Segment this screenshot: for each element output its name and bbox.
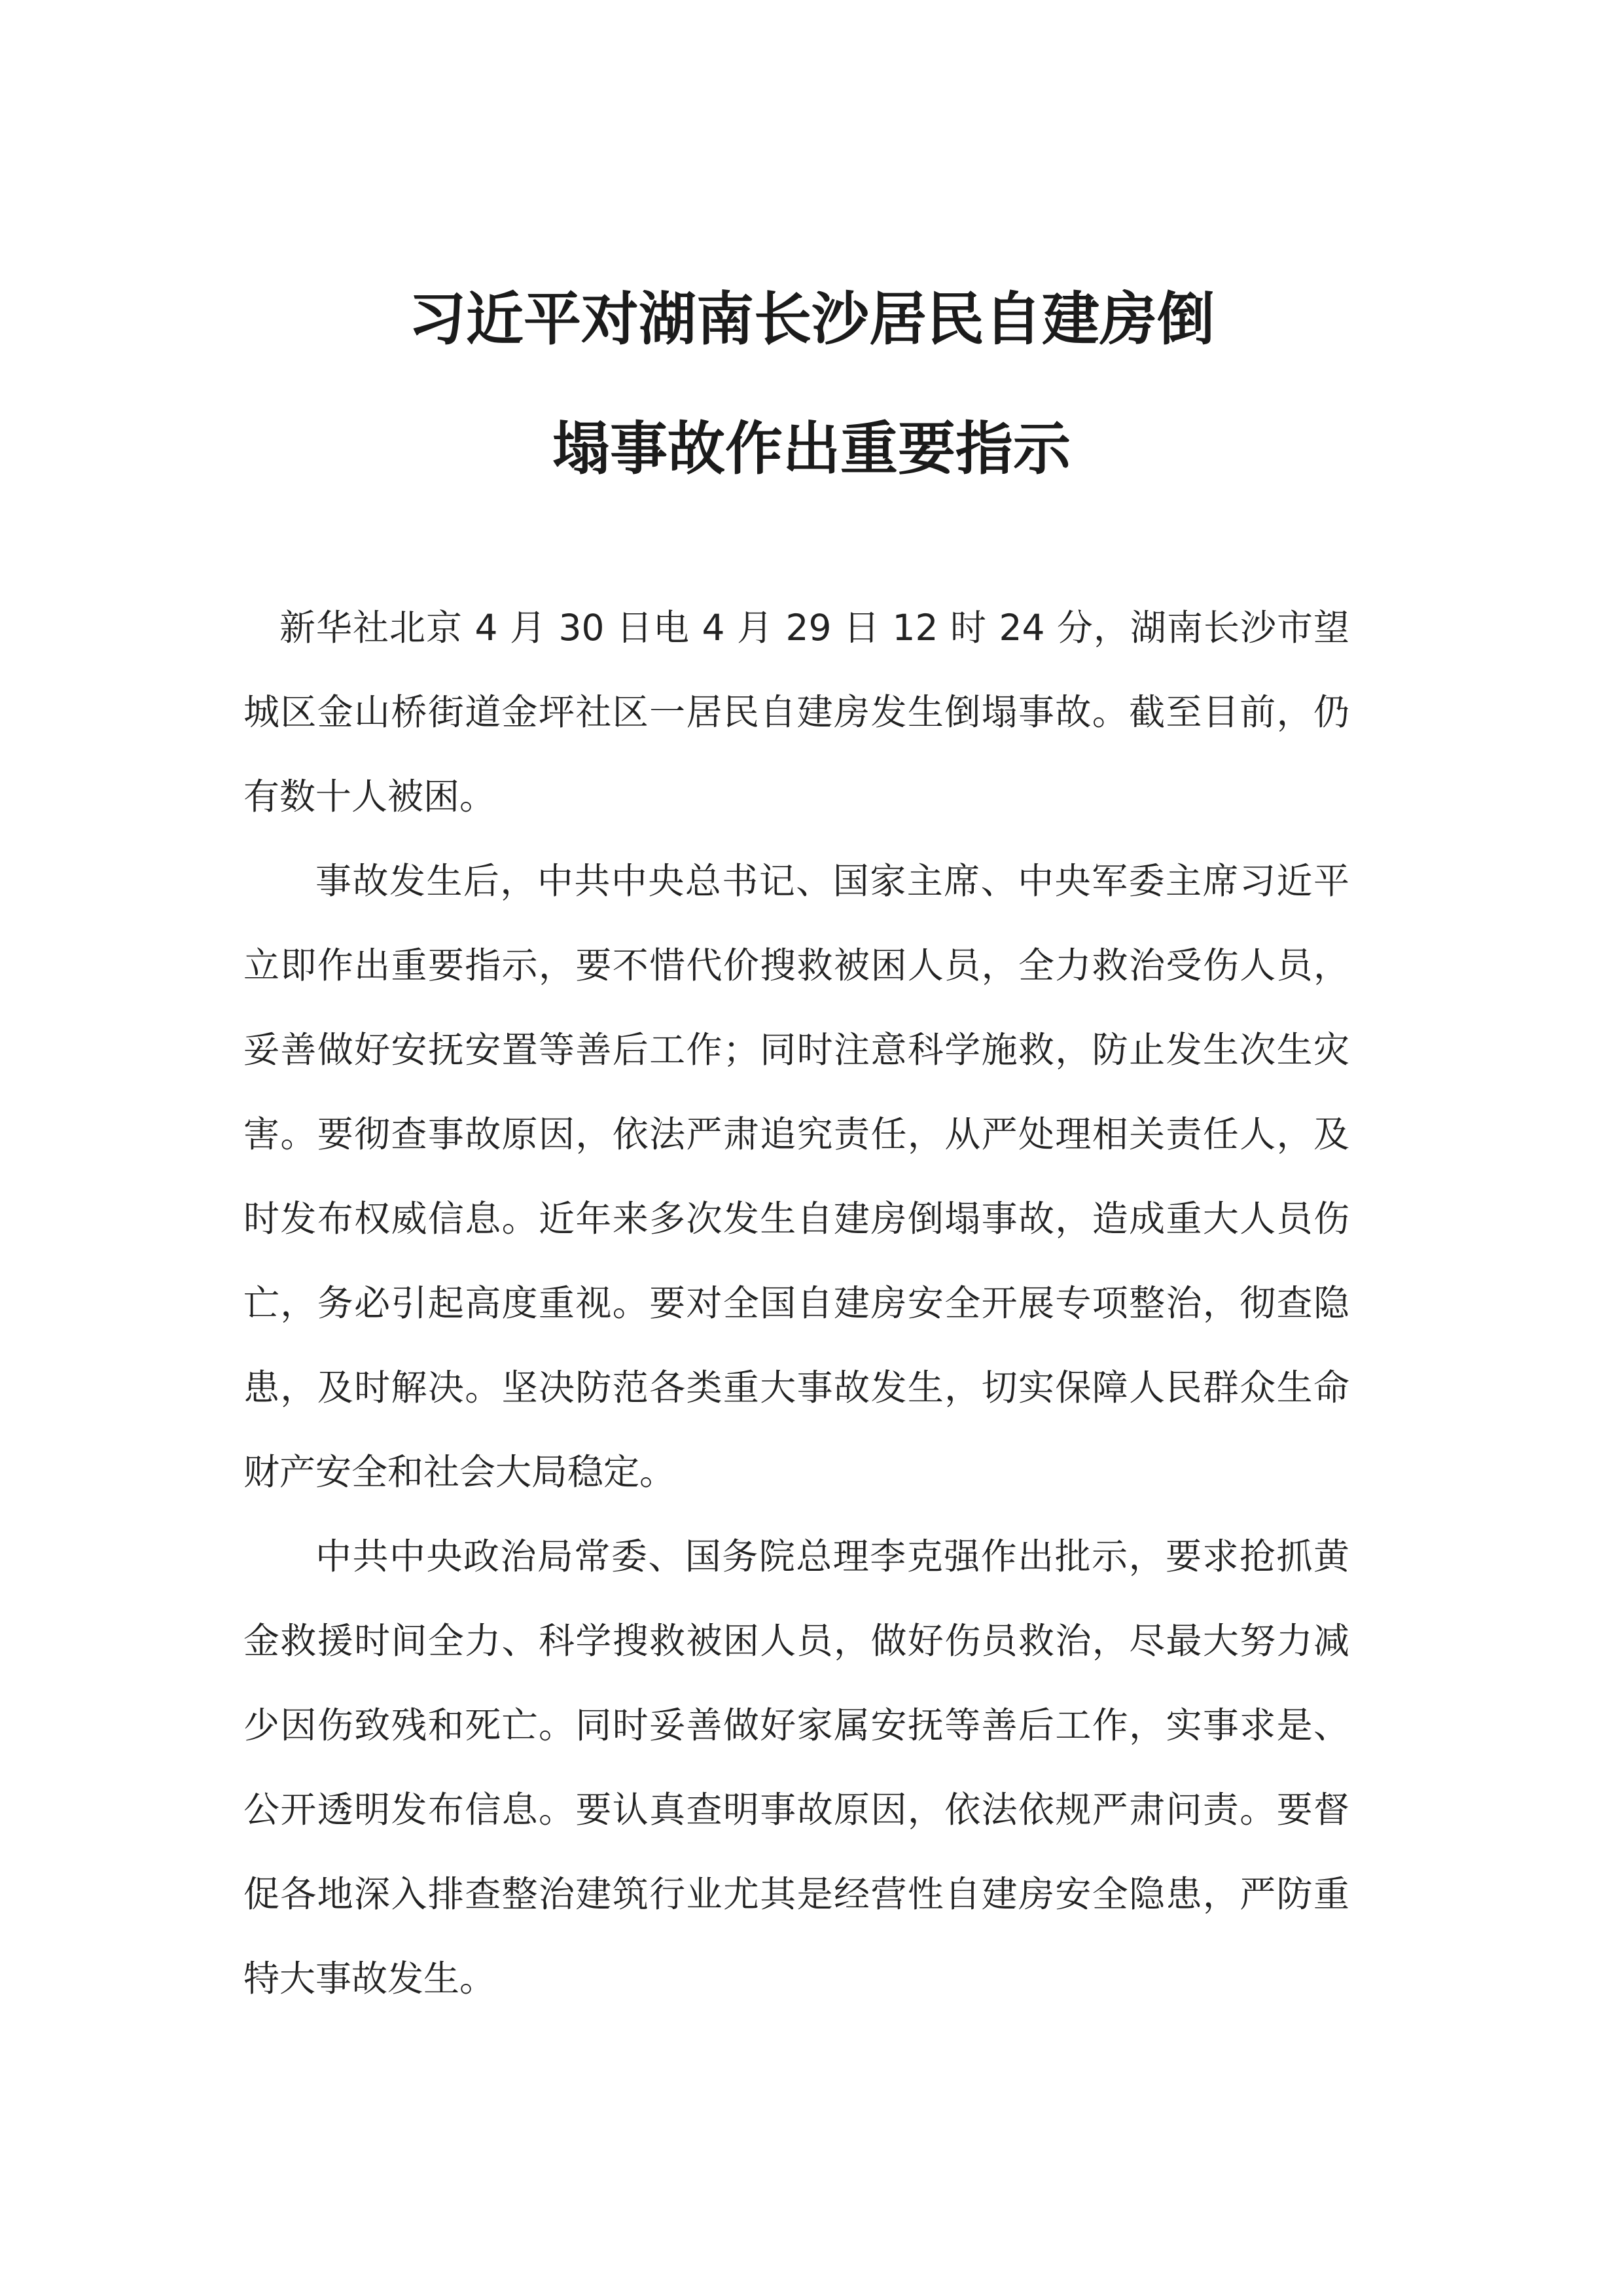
title-line-2: 塌事故作出重要指示 bbox=[552, 414, 1071, 482]
title-line-1: 习近平对湖南长沙居民自建房倒 bbox=[408, 285, 1215, 353]
paragraph-2: 事故发生后，中共中央总书记、国家主席、中央军委主席习近平立即作出重要指示，要不惜代价搜救被困人员，全力救治受伤人员，妥善做好安抚安置等善后工作；同时注意科学施救，防止发生次生灾害。要彻查事故原因，依法严肃追究责任，从严处理相关责任人，及时发布权威信息。近年来多次发生自建房倒塌事故，造成重大人员伤亡，务必引起高度重视。要对全国自建房安全开展专项整治，彻查隐患，及时解决。坚决防范各类重大事故发生，切实保障人民群众生命财产安全和社会大局稳定。 bbox=[243, 860, 1349, 1493]
document-title bbox=[249, 255, 1374, 514]
paragraph-3: 中共中央政治局常委、国务院总理李克强作出批示，要求抢抓黄金救援时间全力、科学搜救被困人员，做好伤员救治，尽最大努力减少因伤致残和死亡。同时妥善做好家属安抚等善后工作，实事求是、公开透明发布信息。要认真查明事故原因，依法依规严肃问责。要督促各地深入排查整治建筑行业尤其是经营性自建房安全隐患，严防重特大事故发生。 bbox=[243, 1535, 1349, 2000]
paragraph-1: 新华社北京 4 月 30 日电 4 月 29 日 12 时 24 分，湖南长沙市望城区金山桥街道金坪社区一居民自建房发生倒塌事故。截至目前，仍有数十人被困。 bbox=[243, 607, 1349, 817]
document-body bbox=[243, 586, 1349, 2021]
